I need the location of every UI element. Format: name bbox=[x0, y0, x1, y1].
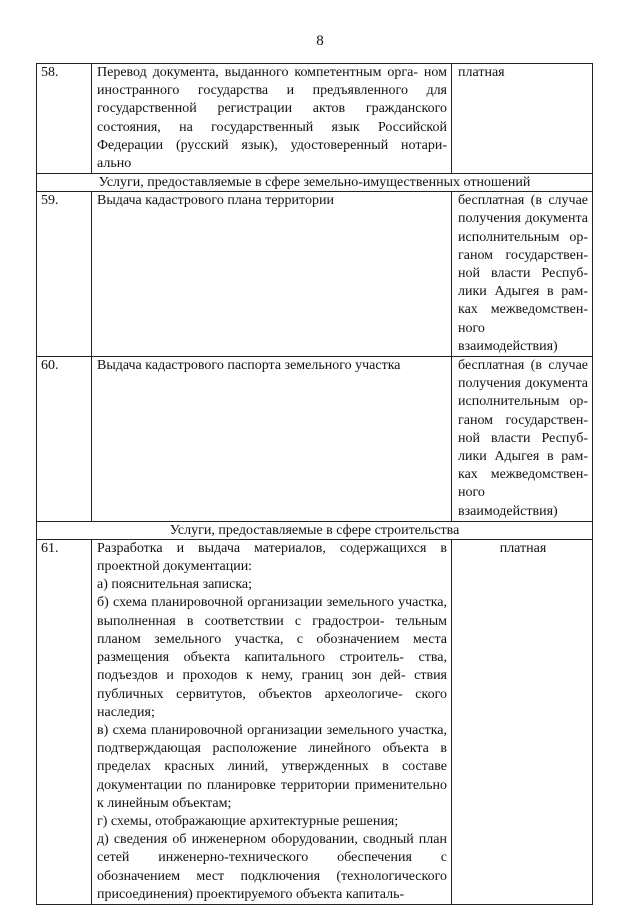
section-title: Услуги, предоставляемые в сфере земельно-имущественных отношений bbox=[37, 174, 593, 192]
service-price: бесплатная (в случае получения документа исполнительным ор- ганом государствен- ной власти Респуб- лики Адыгея в рам- ках межведомствен- ного взаимодействия) bbox=[452, 357, 593, 522]
service-price: платная bbox=[452, 64, 593, 174]
list-item-b: б) схема планировочной организации земельного участка, выполненная в соответствии с градострои- тельным планом земельного участка, с обозначением места размещения объекта капитального строитель- ства, подъездов и проходов к нему, границ зон дей- ствия публичных сервитутов, объектов археологиче- ского наследия; bbox=[97, 595, 447, 720]
service-name bbox=[92, 539, 452, 904]
row-number: 58. bbox=[37, 64, 92, 174]
row-number: 59. bbox=[37, 192, 92, 357]
service-intro: Разработка и выдача материалов, содержащихся в проектной документации: bbox=[97, 540, 447, 575]
list-item-g: г) схемы, отображающие архитектурные решения; bbox=[97, 813, 399, 829]
service-price: платная bbox=[452, 539, 593, 904]
table-row bbox=[37, 64, 593, 174]
table-row bbox=[37, 357, 593, 522]
list-item-v: в) схема планировочной организации земельного участка, подтверждающая расположение линейного объекта в пределах красных линий, утвержденных в составе документации по планировке территории применительно к линейным объектам; bbox=[97, 722, 447, 811]
section-title: Услуги, предоставляемые в сфере строительства bbox=[37, 521, 593, 539]
section-header-land bbox=[37, 174, 593, 192]
table-row bbox=[37, 192, 593, 357]
service-name: Выдача кадастрового плана территории bbox=[92, 192, 452, 357]
row-number: 60. bbox=[37, 357, 92, 522]
service-price: бесплатная (в случае получения документа исполнительным ор- ганом государствен- ной власти Респуб- лики Адыгея в рам- ках межведомствен- ного взаимодействия) bbox=[452, 192, 593, 357]
section-header-build bbox=[37, 521, 593, 539]
list-item-a: а) пояснительная записка; bbox=[97, 577, 253, 593]
table-row bbox=[37, 539, 593, 904]
service-name: Перевод документа, выданного компетентным орга- ном иностранного государства и предъявленного для государственной регистрации актов гражданского состояния, на государственный язык Российской Федерации (русский язык), удостоверенный нотари- ально bbox=[92, 64, 452, 174]
services-table bbox=[36, 63, 593, 905]
page-number: 8 bbox=[316, 33, 324, 49]
row-number: 61. bbox=[37, 539, 92, 904]
list-item-d: д) сведения об инженерном оборудовании, сводный план сетей инженерно-технического обеспечения с обозначением мест подключения (технологического присоединения) проектируемого объекта капиталь- bbox=[97, 832, 447, 902]
service-name: Выдача кадастрового паспорта земельного участка bbox=[92, 357, 452, 522]
